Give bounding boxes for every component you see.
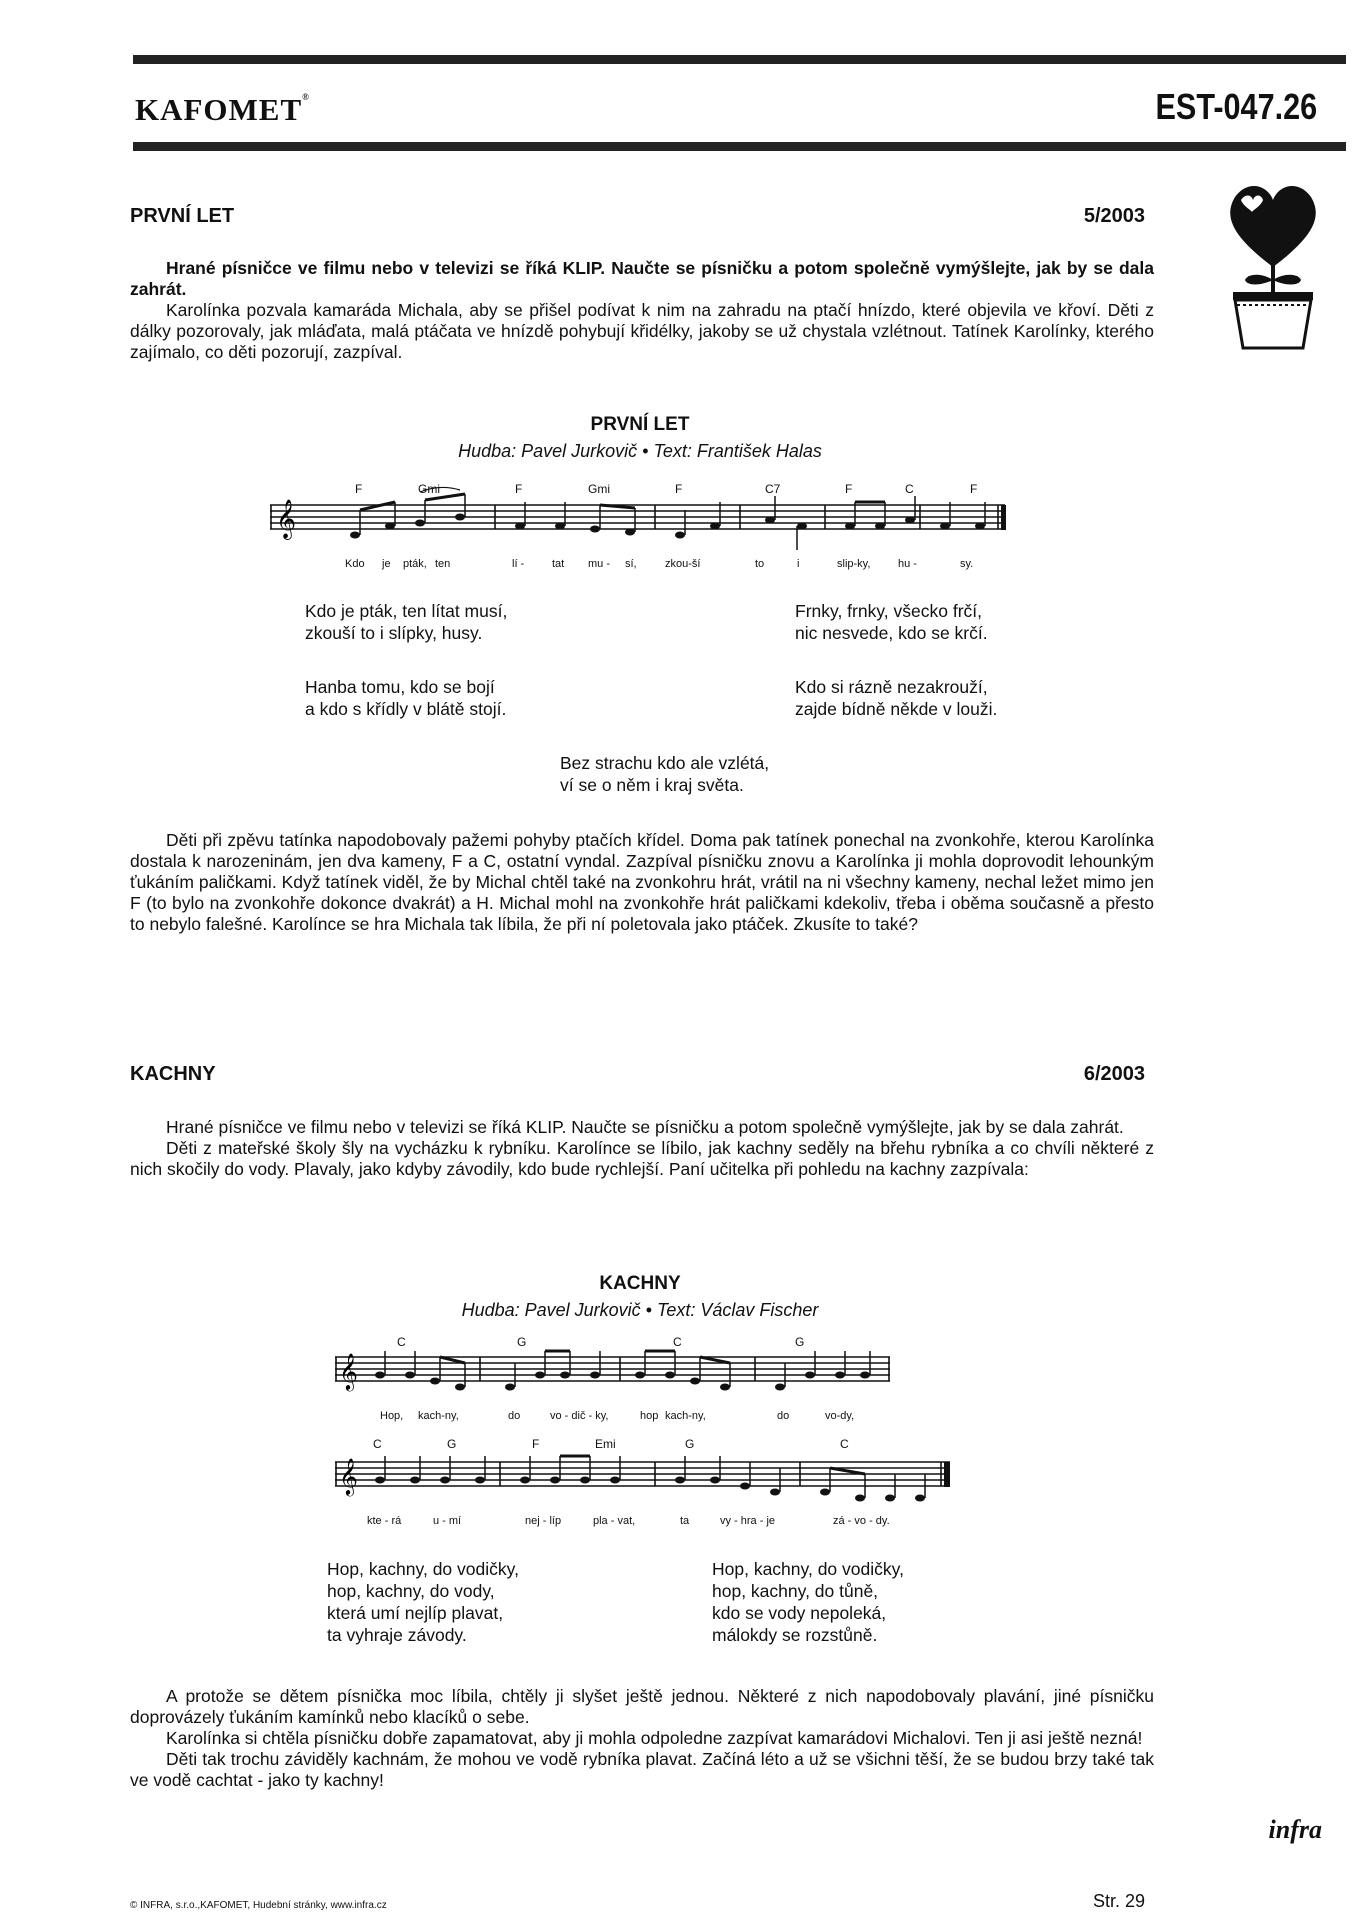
- infra-logo: infra: [1268, 1815, 1322, 1844]
- brand-logo: KAFOMET®: [135, 92, 310, 127]
- lyrics-row-3: kte - rá u - mí nej - líp pla - vat, ta vy - hra - je zá - vo - dy.: [367, 1515, 890, 1527]
- section-date-2: 6/2003: [1083, 1063, 1145, 1085]
- svg-text:𝄞: 𝄞: [276, 499, 297, 539]
- verse-center: Bez strachu kdo ale vzlétá, ví se o něm i kraj světa.: [560, 753, 770, 795]
- heart-flowerpot-icon: [1223, 172, 1323, 352]
- section2-outro: A protože se dětem písnička moc líbila, chtěly ji slyšet ještě jednou. Některé z nich napodobovaly plavání, jiné písničku doprovázely ťukáním kamínků nebo klacíků o sebe. Karolínka si chtěla písničku dobře zapamatovat, aby ji mohla odpoledne zazpívat kamarádovi Michalovi. Ten ji asi ještě nezná! Děti tak trochu záviděly kachnám, že mohou ve vodě rybníka plavat. Začíná léto a už se všichni těší, že se budou brzy také tak ve vodě cachtat - jako ty kachny!: [130, 1686, 1154, 1790]
- verse-kachny-left: Hop, kachny, do vodičky, hop, kachny, do vody, která umí nejlíp plavat, ta vyhraje závody.: [327, 1559, 519, 1645]
- chord-row-2: C G C G: [397, 1335, 805, 1349]
- verse-right-2: Kdo si rázně nezakrouží, zajde bídně někde v louži.: [795, 677, 998, 719]
- section-title-prvni-let: PRVNÍ LET: [130, 205, 235, 227]
- section-date: 5/2003: [1083, 205, 1145, 227]
- song-credit-2: Hudba: Pavel Jurkovič • Text: Václav Fischer: [461, 1300, 819, 1320]
- chord-row: F Gmi F Gmi F C7 F C F: [355, 482, 978, 496]
- song-title: PRVNÍ LET: [590, 414, 690, 435]
- footer-copyright: © INFRA, s.r.o.,KAFOMET, Hudební stránky, www.infra.cz: [130, 1900, 387, 1911]
- verse-kachny-right: Hop, kachny, do vodičky, hop, kachny, do tůně, kdo se vody nepoleká, málokdy se rozstůně.: [712, 1559, 904, 1645]
- verse-left-1: Kdo je pták, ten lítat musí, zkouší to i slípky, husy.: [305, 601, 508, 643]
- lyrics-row-2: Hop, kach-ny, do vo - dič - ky, hop kach-ny, do vo-dy,: [380, 1410, 855, 1422]
- page-number: Str. 29: [1092, 1891, 1145, 1911]
- song-credit: Hudba: Pavel Jurkovič • Text: František Halas: [458, 441, 822, 461]
- section1-intro: [130, 258, 1154, 363]
- intro-paragraph: Karolínka pozvala kamaráda Michala, aby se přišel podívat k nim na zahradu na ptačí hnízdo, které objevila ve křoví. Děti z dálky pozorovaly, jak mláďata, malá ptáčata ve hnízdě pohybují křidélky, jakoby se už chystala vzlétnout. Tatínek Karolínky, kterého zajímalo, co děti pozorují, zazpíval.: [130, 300, 1154, 362]
- header-bottom-rule: [133, 142, 1346, 151]
- verse-left-2: Hanba tomu, kdo se bojí a kdo s křídly v blátě stojí.: [305, 677, 507, 719]
- intro-bold-paragraph: Hrané písničce ve filmu nebo v televizi se říká KLIP. Naučte se písničku a potom společně vymýšlejte, jak by se dala zahrát.: [130, 258, 1154, 299]
- lyrics-row: Kdo je pták, ten lí - tat mu - sí, zkou-ší to i slip-ky, hu - sy.: [345, 558, 974, 570]
- svg-text:𝄞: 𝄞: [339, 1352, 358, 1390]
- verse-right-1: Frnky, frnky, všecko frčí, nic nesvede, kdo se krčí.: [795, 601, 988, 643]
- section1-outro: Děti při zpěvu tatínka napodobovaly pažemi pohyby ptačích křídel. Doma pak tatínek ponechal na zvonkohře, kterou Karolínka dostala k narozeninám, jen dva kameny, F a C, ostatní vyndal. Zazpíval písničku znovu a Karolínka ji mohla doprovodit lehounkým ťukáním paličkami. Když tatínek viděl, že by Michal chtěl také na zvonkohru hrát, vrátil na ni všechny kameny, nechal ležet mimo jen F (to bylo na zvonkohře dokonce dvakrát) a H. Michal mohl na zvonkohře hrát paličkami kdekoliv, třeba i oběma současně a přesto to nebylo falešné. Karolínce se hra Michala tak líbila, že při ní poletovala jako ptáček. Zkusíte to také?: [130, 830, 1154, 934]
- document-code: EST-047.26: [1155, 86, 1317, 127]
- header-top-rule: [133, 55, 1346, 64]
- chord-row-3: C G F Emi G C: [373, 1437, 849, 1451]
- section-title-kachny: KACHNY: [130, 1063, 216, 1085]
- song-title-2: KACHNY: [599, 1273, 681, 1294]
- section2-intro: Hrané písničce ve filmu nebo v televizi se říká KLIP. Naučte se písničku a potom společně vymýšlejte, jak by se dala zahrát. Děti z mateřské školy šly na vycházku k rybníku. Karolínce se líbilo, jak kachny seděly na břehu rybníka a co chvíli některé z nich skočily do vody. Plavaly, jako kdyby závodily, kdo bude rychlejší. Paní učitelka při pohledu na kachny zazpívala:: [130, 1117, 1154, 1179]
- svg-text:𝄞: 𝄞: [339, 1457, 358, 1495]
